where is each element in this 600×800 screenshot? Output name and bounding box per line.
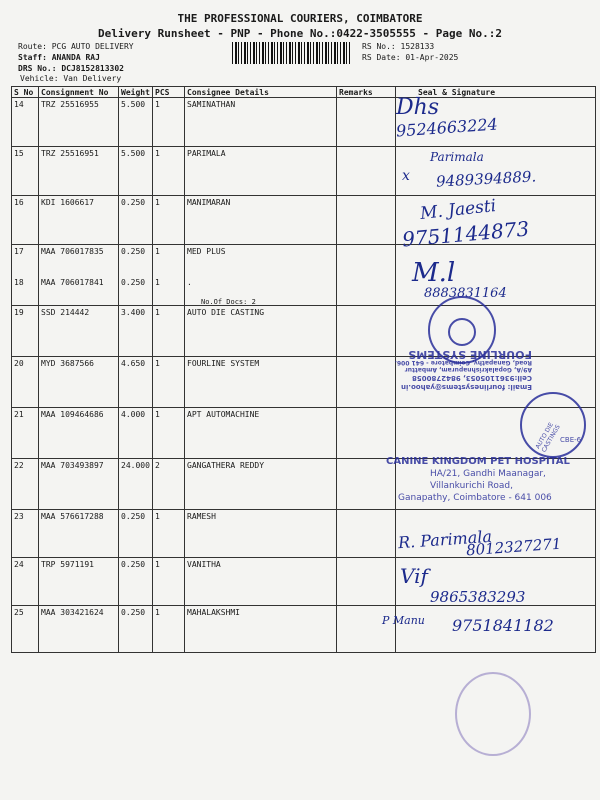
cell-consignee: MED PLUS . bbox=[185, 245, 337, 306]
cell-pcs: 1 bbox=[153, 510, 185, 558]
auto-die-castings-round-stamp: AUTO DIE CASTINGS CBE-6 bbox=[520, 392, 586, 458]
handwritten-name: R. Parimala bbox=[397, 526, 493, 553]
cell-consignee: APT AUTOMACHINE bbox=[185, 408, 337, 459]
cell-sno: 15 bbox=[12, 147, 39, 196]
cell-consignment: MAA 706017835 MAA 706017841 bbox=[39, 245, 119, 306]
cell-weight: 0.250 bbox=[119, 510, 153, 558]
col-consignee: Consignee Details bbox=[185, 87, 337, 98]
cell-pcs: 2 bbox=[153, 459, 185, 510]
cell-sno: 22 bbox=[12, 459, 39, 510]
cell-weight: 5.500 bbox=[119, 98, 153, 147]
runsheet-subtitle: Delivery Runsheet - PNP - Phone No.:0422-3505555 - Page No.:2 bbox=[98, 27, 502, 40]
cell-weight: 4.000 bbox=[119, 408, 153, 459]
company-title: THE PROFESSIONAL COURIERS, COIMBATORE bbox=[177, 12, 423, 25]
cell-consignment: MAA 303421624 bbox=[39, 606, 119, 653]
col-signature: Seal & Signature bbox=[396, 87, 596, 98]
cell-weight: 0.250 0.250 bbox=[119, 245, 153, 306]
handwritten-phone: 9489394889. bbox=[435, 167, 537, 191]
cell-remarks bbox=[337, 510, 396, 558]
col-consignment: Consignment No bbox=[39, 87, 119, 98]
cell-consignee: RAMESH bbox=[185, 510, 337, 558]
cell-weight: 5.500 bbox=[119, 147, 153, 196]
cell-sno: 23 bbox=[12, 510, 39, 558]
cell-weight: 0.250 bbox=[119, 606, 153, 653]
barcode bbox=[232, 42, 350, 64]
vehicle: Vehicle: Van Delivery bbox=[20, 74, 122, 83]
signature-mark: Dhs bbox=[396, 95, 440, 120]
drs-no: DRS No.: DCJ8152813302 bbox=[18, 64, 124, 73]
cell-sno: 25 bbox=[12, 606, 39, 653]
cell-pcs: 1 bbox=[153, 357, 185, 408]
cell-consignee: GANGATHERA REDDY bbox=[185, 459, 337, 510]
staff-value: ANANDA RAJ bbox=[51, 53, 100, 62]
cell-weight: 0.250 bbox=[119, 196, 153, 245]
cell-consignee: MANIMARAN bbox=[185, 196, 337, 245]
cell-consignment: MAA 109464686 bbox=[39, 408, 119, 459]
handwritten-phone: 9865383293 bbox=[430, 588, 526, 606]
cell-consignment: TRZ 25516955 bbox=[39, 98, 119, 147]
cell-consignment: MAA 703493897 bbox=[39, 459, 119, 510]
cell-sno: 17 18 bbox=[12, 245, 39, 306]
cell-pcs: 1 bbox=[153, 147, 185, 196]
cell-sno: 20 bbox=[12, 357, 39, 408]
cell-pcs: 1 bbox=[153, 306, 185, 357]
docs-count-note: No.Of Docs: 2 bbox=[201, 298, 256, 306]
cell-consignee: PARIMALA bbox=[185, 147, 337, 196]
cell-consignment: MAA 576617288 bbox=[39, 510, 119, 558]
cell-pcs: 1 bbox=[153, 408, 185, 459]
handwritten-phone: 8883831164 bbox=[424, 286, 507, 301]
signature-mark: Vif bbox=[400, 564, 428, 588]
cell-weight: 0.250 bbox=[119, 558, 153, 606]
cell-sno: 14 bbox=[12, 98, 39, 147]
rs-date: RS Date: 01-Apr-2025 bbox=[362, 53, 459, 62]
cell-remarks bbox=[337, 606, 396, 653]
handwritten-phone: 9524663224 bbox=[395, 114, 499, 141]
cell-consignee: MAHALAKSHMI bbox=[185, 606, 337, 653]
col-remarks: Remarks bbox=[337, 87, 396, 98]
handwritten-x-mark: x bbox=[402, 168, 410, 184]
handwritten-phone: 9751841182 bbox=[452, 616, 554, 635]
cell-consignee: SAMINATHAN bbox=[185, 98, 337, 147]
cell-consignment: TRP 5971191 bbox=[39, 558, 119, 606]
cell-remarks bbox=[337, 98, 396, 147]
col-weight: Weight bbox=[119, 87, 153, 98]
cell-sno: 19 bbox=[12, 306, 39, 357]
staff bbox=[18, 53, 100, 62]
handwritten-name: M. Jaesti bbox=[419, 196, 498, 224]
signature-mark: M.l bbox=[412, 258, 456, 288]
cell-consignee: VANITHA bbox=[185, 558, 337, 606]
cell-consignment: SSD 214442 bbox=[39, 306, 119, 357]
table-row bbox=[12, 408, 596, 459]
canine-kingdom-stamp: CANINE KINGDOM PET HOSPITAL HA/21, Gandhi Maanagar, Villankurichi Road, Ganapathy, Coimbatore - 641 006 bbox=[386, 456, 570, 503]
cell-remarks bbox=[337, 147, 396, 196]
cell-sno: 16 bbox=[12, 196, 39, 245]
cell-sno: 24 bbox=[12, 558, 39, 606]
cell-consignment: TRZ 25516951 bbox=[39, 147, 119, 196]
table-row bbox=[12, 245, 596, 306]
cell-consignee: AUTO DIE CASTING bbox=[185, 306, 337, 357]
cell-consignment: KDI 1606617 bbox=[39, 196, 119, 245]
cell-pcs: 1 1 bbox=[153, 245, 185, 306]
cell-pcs: 1 bbox=[153, 98, 185, 147]
cell-weight: 24.000 bbox=[119, 459, 153, 510]
col-sno: S No bbox=[12, 87, 39, 98]
fourline-systems-stamp: Email: fourlinesystems@yahoo.in Cell:9361105053, 9842780058 A9/A, Gopalakrishnapuram, Ambattur Road, Ganapathy, Coimbatore - 641 006. FOURLINE SYSTEMS bbox=[394, 348, 532, 391]
cell-weight: 3.400 bbox=[119, 306, 153, 357]
cell-remarks bbox=[337, 196, 396, 245]
cell-consignment: MYD 3687566 bbox=[39, 357, 119, 408]
cell-sno: 21 bbox=[12, 408, 39, 459]
handwritten-name: P Manu bbox=[382, 614, 425, 627]
handwritten-name: Parimala bbox=[430, 150, 484, 164]
staff-label: Staff: bbox=[18, 53, 47, 62]
handwritten-phone: 9751144873 bbox=[401, 216, 531, 252]
cell-pcs: 1 bbox=[153, 558, 185, 606]
route: Route: PCG AUTO DELIVERY bbox=[18, 42, 134, 51]
cell-remarks bbox=[337, 306, 396, 357]
table-row bbox=[12, 98, 596, 147]
cell-weight: 4.650 bbox=[119, 357, 153, 408]
cell-remarks bbox=[337, 245, 396, 306]
rs-no: RS No.: 1528133 bbox=[362, 42, 435, 51]
cell-remarks bbox=[337, 408, 396, 459]
cell-consignee: FOURLINE SYSTEM bbox=[185, 357, 337, 408]
table-header bbox=[12, 87, 596, 98]
handwritten-phone: 8012327271 bbox=[465, 534, 562, 560]
col-pcs: PCS bbox=[153, 87, 185, 98]
cell-remarks bbox=[337, 558, 396, 606]
faded-round-stamp bbox=[455, 672, 531, 756]
cell-pcs: 1 bbox=[153, 196, 185, 245]
cell-pcs: 1 bbox=[153, 606, 185, 653]
